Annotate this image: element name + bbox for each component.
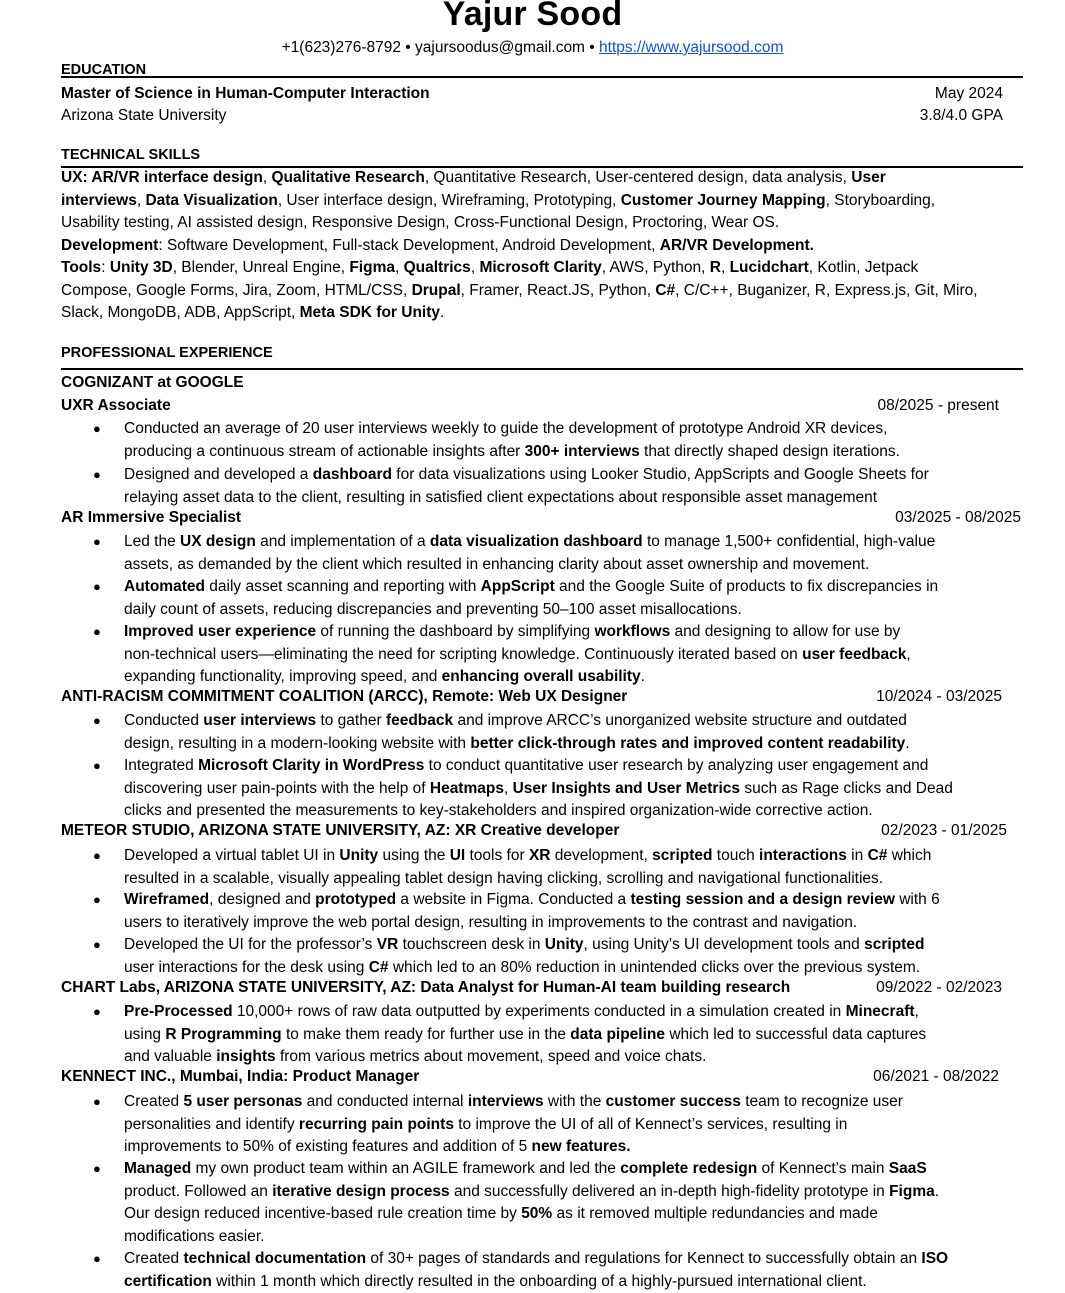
text-run: , <box>915 1003 919 1020</box>
bullet-text <box>124 576 1014 621</box>
bold-text: 5 user personas <box>183 1093 302 1110</box>
text-run: which led to an 80% reduction in unintended clicks over the previous system. <box>389 959 921 976</box>
text-line <box>61 257 1011 280</box>
text-line <box>61 280 1011 303</box>
email-address: yajursoodus@gmail.com <box>415 39 585 56</box>
text-run: , <box>906 646 910 663</box>
text-run: , <box>263 169 272 186</box>
role-date: 10/2024 - 03/2025 <box>876 688 1002 706</box>
text-line <box>124 576 1014 599</box>
text-run: , <box>721 259 730 276</box>
skills-block <box>61 167 1011 325</box>
separator: • <box>401 39 415 56</box>
text-run: development, <box>550 847 652 864</box>
candidate-name: Yajur Sood <box>0 0 1065 34</box>
bold-text: R <box>710 259 721 276</box>
bold-text: user feedback <box>802 646 906 663</box>
text-run: , <box>471 259 480 276</box>
bold-text: XR <box>529 847 551 864</box>
bold-text: Figma <box>889 1183 935 1200</box>
bullet-text <box>124 418 1014 463</box>
text-run: to gather <box>316 712 386 729</box>
bold-text: interviews <box>468 1093 544 1110</box>
bullet-icon: ● <box>93 621 101 644</box>
text-run: to conduct quantitative user research by analyzing user engagement and <box>424 757 928 774</box>
bold-text: dashboard <box>313 466 392 483</box>
text-run: Conducted an average of 20 user interviews weekly to guide the development of prototype Android XR devices, <box>124 420 887 437</box>
text-run: with 6 <box>895 891 940 908</box>
education-heading: EDUCATION <box>61 62 146 78</box>
bold-text: C# <box>369 959 389 976</box>
bold-text: Meta SDK for Unity <box>300 304 440 321</box>
degree-date: May 2024 <box>935 85 1003 103</box>
bullet-text <box>124 621 1014 689</box>
text-run: and valuable <box>124 1048 216 1065</box>
bold-text: feedback <box>386 712 453 729</box>
text-run: resulted in a scalable, visually appealing tablet design having clicking, scrolling and navigational functionalities. <box>124 870 883 887</box>
text-line <box>124 889 1014 912</box>
text-line <box>124 1181 1014 1204</box>
text-line <box>61 212 1011 235</box>
text-run: my own product team within an AGILE framework and led the <box>191 1160 620 1177</box>
company-name: COGNIZANT at GOOGLE <box>61 374 244 392</box>
bullet-text <box>124 1158 1014 1248</box>
bold-text: prototyped <box>315 891 396 908</box>
section-divider <box>61 368 1023 370</box>
text-line <box>124 733 1014 756</box>
text-run: . <box>905 735 909 752</box>
bold-text: 50% <box>521 1205 552 1222</box>
role-date: 06/2021 - 08/2022 <box>873 1068 999 1086</box>
text-run: using <box>124 1026 165 1043</box>
text-run: product. Followed an <box>124 1183 272 1200</box>
text-line <box>61 302 1011 325</box>
text-run: users to iteratively improve the web portal design, resulting in improvements to the contrast and navigation. <box>124 914 857 931</box>
bold-text: Managed <box>124 1160 191 1177</box>
text-line <box>124 554 1014 577</box>
text-run: to make them ready for further use in the <box>282 1026 571 1043</box>
text-run: of running the dashboard by simplifying <box>316 623 594 640</box>
text-line <box>124 1091 1014 1114</box>
bullet-text <box>124 1001 1014 1069</box>
bullet-icon: ● <box>93 1158 101 1181</box>
text-line <box>124 1248 1014 1271</box>
text-line <box>124 868 1014 891</box>
text-line <box>124 666 1014 689</box>
bold-text: enhancing overall usability <box>442 668 641 685</box>
bold-text: workflows <box>594 623 670 640</box>
bullet-icon: ● <box>93 1001 101 1024</box>
bold-text: customer success <box>606 1093 741 1110</box>
text-run: which led to successful data captures <box>665 1026 926 1043</box>
bold-text: Microsoft Clarity in WordPress <box>198 757 424 774</box>
text-line <box>124 644 1014 667</box>
text-line <box>124 845 1014 868</box>
bold-text: Pre-Processed <box>124 1003 233 1020</box>
contact-line <box>0 39 1065 57</box>
bold-text: UX design <box>180 533 256 550</box>
bold-text: testing session and a design review <box>630 891 894 908</box>
role-date: 03/2025 - 08/2025 <box>895 509 1021 527</box>
bold-text: data visualization dashboard <box>430 533 643 550</box>
bullet-text <box>124 531 1014 576</box>
text-run: from various metrics about movement, speed and voice chats. <box>276 1048 707 1065</box>
text-line <box>61 167 1011 190</box>
text-run: , <box>504 780 513 797</box>
text-run: touchscreen desk in <box>398 936 544 953</box>
bold-text: SaaS <box>889 1160 927 1177</box>
text-run: and the Google Suite of products to fix discrepancies in <box>555 578 938 595</box>
text-run: non-technical users—eliminating the need for scripting knowledge. Continuously iterated based on <box>124 646 802 663</box>
text-run: Developed the UI for the professor’s <box>124 936 377 953</box>
text-run: and successfully delivered an in-depth high-fidelity prototype in <box>450 1183 889 1200</box>
role-date: 09/2022 - 02/2023 <box>876 979 1002 997</box>
bold-text: Automated <box>124 578 205 595</box>
text-run: user interactions for the desk using <box>124 959 369 976</box>
text-run: producing a continuous stream of actionable insights after <box>124 443 525 460</box>
bold-text: Microsoft Clarity <box>479 259 601 276</box>
bold-text: ISO <box>921 1250 948 1267</box>
text-line <box>61 190 1011 213</box>
bold-text: new features. <box>532 1138 631 1155</box>
bold-text: Minecraft <box>846 1003 915 1020</box>
text-line <box>124 531 1014 554</box>
text-line <box>124 487 1014 510</box>
separator: • <box>585 39 599 56</box>
bold-text: Qualitative Research <box>271 169 424 186</box>
text-run: , <box>395 259 404 276</box>
text-run: Usability testing, AI assisted design, Responsive Design, Cross-Functional Design, Proctoring, Wear OS. <box>61 214 779 231</box>
text-run: , User interface design, Wireframing, Prototyping, <box>278 192 621 209</box>
text-line <box>124 621 1014 644</box>
text-run: , designed and <box>209 891 315 908</box>
text-run: and conducted internal <box>302 1093 467 1110</box>
bullet-text <box>124 1248 1014 1293</box>
text-run: daily count of assets, reducing discrepancies and preventing 50–100 asset misallocations. <box>124 601 742 618</box>
bold-text: data pipeline <box>570 1026 665 1043</box>
text-line <box>124 778 1014 801</box>
text-run: Created <box>124 1093 183 1110</box>
text-line <box>124 1203 1014 1226</box>
bold-text: complete redesign <box>620 1160 757 1177</box>
bullet-icon: ● <box>93 464 101 487</box>
text-line <box>124 755 1014 778</box>
bold-text: Unity <box>545 936 584 953</box>
text-run: with the <box>544 1093 606 1110</box>
bullet-icon: ● <box>93 418 101 441</box>
text-run: . <box>641 668 645 685</box>
text-run: Developed a virtual tablet UI in <box>124 847 339 864</box>
text-run: of Kennect’s main <box>757 1160 889 1177</box>
bullet-text <box>124 845 1014 890</box>
text-line <box>61 235 1011 258</box>
bullet-icon: ● <box>93 1248 101 1271</box>
text-run: , Framer, React.JS, Python, <box>461 282 656 299</box>
bullet-text <box>124 464 1014 509</box>
bold-text: Data Visualization <box>145 192 277 209</box>
text-run: tools for <box>465 847 529 864</box>
text-run: and implementation of a <box>256 533 430 550</box>
bullet-text <box>124 889 1014 934</box>
text-line <box>124 1271 1014 1293</box>
text-run: . <box>935 1183 939 1200</box>
bold-text: certification <box>124 1273 212 1290</box>
bold-text: User Insights and User Metrics <box>513 780 740 797</box>
text-run: , using Unity’s UI development tools and <box>584 936 865 953</box>
bold-text: Wireframed <box>124 891 209 908</box>
skills-heading: TECHNICAL SKILLS <box>61 147 200 163</box>
degree-title: Master of Science in Human-Computer Interaction <box>61 85 430 103</box>
text-run: personalities and identify <box>124 1116 299 1133</box>
text-run: team to recognize user <box>741 1093 903 1110</box>
role-date: 02/2023 - 01/2025 <box>881 822 1007 840</box>
website-link[interactable]: https://www.yajursood.com <box>599 39 783 56</box>
text-line <box>124 1158 1014 1181</box>
bold-text: VR <box>377 936 399 953</box>
bold-text: AR/VR Development. <box>660 237 814 254</box>
text-run: : <box>101 259 110 276</box>
bold-text: Drupal <box>412 282 461 299</box>
text-run: design, resulting in a modern-looking website with <box>124 735 470 752</box>
text-line <box>124 912 1014 935</box>
text-run: improvements to 50% of existing features and addition of 5 <box>124 1138 532 1155</box>
bold-text: UX: AR/VR interface design <box>61 169 263 186</box>
role-title: CHART Labs, ARIZONA STATE UNIVERSITY, AZ: Data Analyst for Human-AI team building research <box>61 979 790 997</box>
text-run: Designed and developed a <box>124 466 313 483</box>
bullet-icon: ● <box>93 576 101 599</box>
text-run: Created <box>124 1250 183 1267</box>
text-run: Slack, MongoDB, ADB, AppScript, <box>61 304 300 321</box>
gpa: 3.8/4.0 GPA <box>920 107 1003 125</box>
bold-text: UI <box>450 847 466 864</box>
text-run: clicks and presented the measurements to key-stakeholders and inspired organization-wide corrective action. <box>124 802 873 819</box>
text-run: for data visualizations using Looker Studio, AppScripts and Google Sheets for <box>392 466 929 483</box>
bullet-icon: ● <box>93 710 101 733</box>
bold-text: interactions <box>759 847 847 864</box>
text-line <box>124 1136 1014 1159</box>
text-run: relaying asset data to the client, resulting in satisfied client expectations about responsible asset management <box>124 489 877 506</box>
text-run: of 30+ pages of standards and regulations for Kennect to successfully obtain an <box>366 1250 921 1267</box>
text-run: which <box>887 847 931 864</box>
bold-text: user interviews <box>203 712 316 729</box>
bold-text: C# <box>868 847 888 864</box>
text-line <box>124 1114 1014 1137</box>
text-run: to improve the UI of all of Kennect’s services, resulting in <box>454 1116 847 1133</box>
text-run: Conducted <box>124 712 203 729</box>
text-run: assets, as demanded by the client which resulted in enhancing clarity about asset ownership and movement. <box>124 556 869 573</box>
text-run: Compose, Google Forms, Jira, Zoom, HTML/CSS, <box>61 282 412 299</box>
text-run: Our design reduced incentive-based rule creation time by <box>124 1205 521 1222</box>
bold-text: recurring pain points <box>299 1116 454 1133</box>
role-title: AR Immersive Specialist <box>61 509 241 527</box>
text-run: expanding functionality, improving speed, and <box>124 668 442 685</box>
text-run: , C/C++, Buganizer, R, Express.js, Git, Miro, <box>675 282 977 299</box>
text-run: using the <box>378 847 450 864</box>
bold-text: Figma <box>349 259 395 276</box>
role-title: METEOR STUDIO, ARIZONA STATE UNIVERSITY, AZ: XR Creative developer <box>61 822 619 840</box>
role-date: 08/2025 - present <box>877 397 999 415</box>
section-divider <box>61 76 1023 78</box>
bold-text: Improved user experience <box>124 623 316 640</box>
bold-text: R Programming <box>165 1026 281 1043</box>
role-title: UXR Associate <box>61 397 171 415</box>
role-title: ANTI-RACISM COMMITMENT COALITION (ARCC), Remote: Web UX Designer <box>61 688 627 706</box>
text-run: : Software Development, Full-stack Development, Android Development, <box>158 237 659 254</box>
bold-text: iterative design process <box>272 1183 449 1200</box>
text-line <box>124 800 1014 823</box>
text-run: Led the <box>124 533 180 550</box>
bullet-text <box>124 755 1014 823</box>
bold-text: scripted <box>652 847 712 864</box>
text-run: , Storyboarding, <box>826 192 935 209</box>
bold-text: Unity 3D <box>110 259 173 276</box>
bullet-text <box>124 934 1014 979</box>
text-line <box>124 441 1014 464</box>
text-run: touch <box>712 847 759 864</box>
text-run: and improve ARCC’s unorganized website structure and outdated <box>453 712 907 729</box>
text-run: daily asset scanning and reporting with <box>205 578 481 595</box>
bold-text: Tools <box>61 259 101 276</box>
bullet-icon: ● <box>93 531 101 554</box>
text-run: 10,000+ rows of raw data outputted by experiments conducted in a simulation created in <box>233 1003 846 1020</box>
bold-text: 300+ interviews <box>525 443 640 460</box>
text-line <box>124 957 1014 980</box>
text-run: and designing to allow for use by <box>670 623 900 640</box>
text-line <box>124 934 1014 957</box>
text-run: , AWS, Python, <box>602 259 710 276</box>
bold-text: User <box>851 169 885 186</box>
text-run: discovering user pain-points with the help of <box>124 780 430 797</box>
text-run: , Kotlin, Jetpack <box>809 259 918 276</box>
bold-text: scripted <box>864 936 924 953</box>
bold-text: Lucidchart <box>730 259 809 276</box>
bold-text: AppScript <box>481 578 555 595</box>
bullet-icon: ● <box>93 889 101 912</box>
text-line <box>124 418 1014 441</box>
bold-text: Unity <box>339 847 378 864</box>
text-line <box>124 710 1014 733</box>
role-title: KENNECT INC., Mumbai, India: Product Manager <box>61 1068 419 1086</box>
text-line <box>124 1226 1014 1249</box>
bullet-icon: ● <box>93 934 101 957</box>
bold-text: Development <box>61 237 158 254</box>
text-line <box>124 1024 1014 1047</box>
bold-text: Customer Journey Mapping <box>621 192 826 209</box>
text-run: as it removed multiple redundancies and made <box>552 1205 878 1222</box>
phone-number: +1(623)276-8792 <box>282 39 401 56</box>
experience-heading: PROFESSIONAL EXPERIENCE <box>61 345 273 361</box>
text-line <box>124 464 1014 487</box>
bold-text: technical documentation <box>183 1250 366 1267</box>
text-line <box>124 1046 1014 1069</box>
bold-text: Qualtrics <box>404 259 471 276</box>
text-run: to manage 1,500+ confidential, high-value <box>643 533 936 550</box>
bullet-icon: ● <box>93 845 101 868</box>
text-run: , Blender, Unreal Engine, <box>173 259 350 276</box>
text-run: such as Rage clicks and Dead <box>740 780 953 797</box>
text-line <box>124 599 1014 622</box>
bullet-icon: ● <box>93 1091 101 1114</box>
text-run: . <box>440 304 444 321</box>
school-name: Arizona State University <box>61 107 226 125</box>
text-run: within 1 month which directly resulted in the onboarding of a highly-pursued international client. <box>212 1273 867 1290</box>
bullet-icon: ● <box>93 755 101 778</box>
bold-text: insights <box>216 1048 275 1065</box>
bold-text: C# <box>655 282 675 299</box>
text-run: modifications easier. <box>124 1228 264 1245</box>
text-run: in <box>847 847 868 864</box>
text-run: a website in Figma. Conducted a <box>396 891 630 908</box>
bold-text: interviews <box>61 192 137 209</box>
bullet-text <box>124 710 1014 755</box>
bold-text: Heatmaps <box>430 780 504 797</box>
bold-text: better click-through rates and improved content readability <box>470 735 905 752</box>
text-line <box>124 1001 1014 1024</box>
text-run: , <box>137 192 146 209</box>
bullet-text <box>124 1091 1014 1159</box>
text-run: that directly shaped design iterations. <box>640 443 900 460</box>
text-run: , Quantitative Research, User-centered design, data analysis, <box>425 169 851 186</box>
text-run: Integrated <box>124 757 198 774</box>
